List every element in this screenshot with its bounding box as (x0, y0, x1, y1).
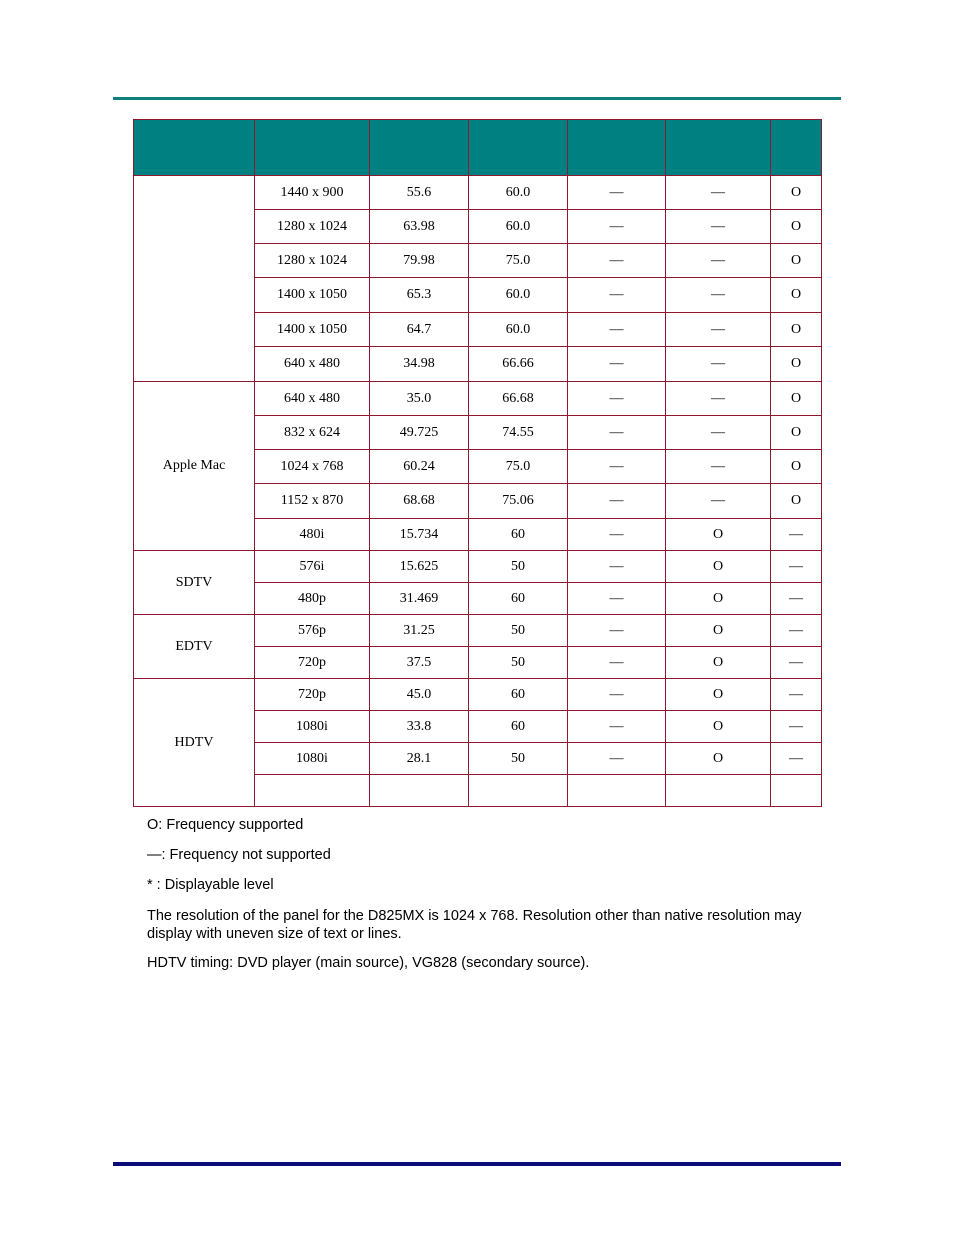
note-resolution: The resolution of the panel for the D825MX is 1024 x 768. Resolution other than native resolution may display with uneven size of text or lines. (147, 908, 802, 942)
table-cell: O (771, 176, 822, 210)
table-cell: 35.0 (370, 382, 469, 416)
table-cell: — (568, 416, 666, 450)
table-cell: 1080i (255, 743, 370, 775)
table-cell: — (771, 551, 822, 583)
table-cell: 45.0 (370, 679, 469, 711)
table-row (134, 551, 822, 583)
table-cell: 480p (255, 583, 370, 615)
table-cell: 640 x 480 (255, 347, 370, 382)
table-cell: 15.734 (370, 519, 469, 551)
note-supported: O: Frequency supported (147, 817, 304, 833)
table-cell: 1400 x 1050 (255, 313, 370, 347)
table-cell: O (771, 484, 822, 519)
table-header-row (134, 120, 822, 176)
table-cell: 60.0 (469, 313, 568, 347)
table-cell: 28.1 (370, 743, 469, 775)
table-cell: 1080i (255, 711, 370, 743)
table-cell: O (771, 382, 822, 416)
table-cell: O (771, 450, 822, 484)
table-cell: O (666, 711, 771, 743)
table-cell: 640 x 480 (255, 382, 370, 416)
table-cell: — (666, 450, 771, 484)
header-cell (255, 120, 370, 176)
table-cell: — (771, 743, 822, 775)
table-cell: 31.25 (370, 615, 469, 647)
footer-rule (113, 1162, 841, 1166)
table-cell: 60 (469, 583, 568, 615)
table-cell: 60.0 (469, 210, 568, 244)
table-cell: — (666, 176, 771, 210)
table-cell: — (568, 244, 666, 278)
table-cell: 720p (255, 647, 370, 679)
table-cell (370, 775, 469, 807)
table-cell: 1152 x 870 (255, 484, 370, 519)
signal-group-cell: HDTV (134, 679, 255, 807)
table-cell: 63.98 (370, 210, 469, 244)
table-cell (666, 775, 771, 807)
table-cell: 576p (255, 615, 370, 647)
header-cell (666, 120, 771, 176)
table-cell (469, 775, 568, 807)
table-cell: 75.06 (469, 484, 568, 519)
header-cell (370, 120, 469, 176)
table-cell: 1280 x 1024 (255, 210, 370, 244)
table-cell (255, 775, 370, 807)
table-cell: 50 (469, 743, 568, 775)
table-cell: 37.5 (370, 647, 469, 679)
table-cell: — (568, 519, 666, 551)
table-cell: O (666, 743, 771, 775)
table-cell: O (771, 244, 822, 278)
table-cell: O (771, 278, 822, 313)
table-cell: — (568, 313, 666, 347)
table-cell: 65.3 (370, 278, 469, 313)
note-not-supported: —: Frequency not supported (147, 847, 331, 863)
table-cell: O (666, 551, 771, 583)
table-cell: — (568, 450, 666, 484)
table-cell: — (771, 711, 822, 743)
header-cell (771, 120, 822, 176)
table-cell: — (568, 210, 666, 244)
table-cell: — (568, 484, 666, 519)
table-cell: — (568, 583, 666, 615)
table-cell: O (666, 519, 771, 551)
table-cell: 60 (469, 711, 568, 743)
table-cell: 60.24 (370, 450, 469, 484)
table-cell: — (666, 416, 771, 450)
table-cell: — (771, 679, 822, 711)
signal-group-cell (134, 176, 255, 382)
table-cell: O (666, 583, 771, 615)
table-cell: 33.8 (370, 711, 469, 743)
table-cell: 60 (469, 519, 568, 551)
table-cell: — (771, 583, 822, 615)
table-row (134, 176, 822, 210)
table-cell: 480i (255, 519, 370, 551)
table-cell (771, 775, 822, 807)
table-cell: — (568, 551, 666, 583)
table-row (134, 382, 822, 416)
table-cell: — (771, 519, 822, 551)
table-cell: 60.0 (469, 176, 568, 210)
table-cell: — (568, 176, 666, 210)
header-cell (469, 120, 568, 176)
table-cell: O (771, 210, 822, 244)
table-cell: O (771, 416, 822, 450)
table-cell: O (771, 347, 822, 382)
table-body (134, 176, 822, 807)
table-cell: — (568, 679, 666, 711)
table-cell: — (666, 347, 771, 382)
table-cell: — (666, 244, 771, 278)
table-cell: 1440 x 900 (255, 176, 370, 210)
table-cell: — (666, 313, 771, 347)
table-cell: 50 (469, 647, 568, 679)
table-cell: O (666, 647, 771, 679)
table-cell: 60.0 (469, 278, 568, 313)
note-hdtv-timing: HDTV timing: DVD player (main source), VG828 (secondary source). (147, 955, 590, 971)
table-cell: — (666, 210, 771, 244)
table-cell: 75.0 (469, 450, 568, 484)
table-cell: 720p (255, 679, 370, 711)
table-cell: 15.625 (370, 551, 469, 583)
table-cell: 79.98 (370, 244, 469, 278)
table-cell: — (666, 382, 771, 416)
table-cell: — (568, 743, 666, 775)
signal-group-cell: EDTV (134, 615, 255, 679)
table-cell: 31.469 (370, 583, 469, 615)
table-cell: 832 x 624 (255, 416, 370, 450)
table-cell: 49.725 (370, 416, 469, 450)
header-cell (134, 120, 255, 176)
header-cell (568, 120, 666, 176)
table-cell: 64.7 (370, 313, 469, 347)
table-cell: — (568, 647, 666, 679)
table-cell: 55.6 (370, 176, 469, 210)
table-cell: 75.0 (469, 244, 568, 278)
table-cell: O (666, 679, 771, 711)
table-cell (568, 775, 666, 807)
header-rule (113, 97, 841, 100)
table-cell: 68.68 (370, 484, 469, 519)
signal-group-cell: Apple Mac (134, 382, 255, 551)
table-cell: — (666, 278, 771, 313)
table-cell: 34.98 (370, 347, 469, 382)
table-cell: 1400 x 1050 (255, 278, 370, 313)
table-cell: O (771, 313, 822, 347)
note-displayable: * : Displayable level (147, 877, 274, 893)
table-cell: 50 (469, 551, 568, 583)
table-cell: 74.55 (469, 416, 568, 450)
table-cell: — (568, 278, 666, 313)
table-cell: 1280 x 1024 (255, 244, 370, 278)
table-cell: — (771, 615, 822, 647)
table-cell: — (568, 711, 666, 743)
signal-group-cell: SDTV (134, 551, 255, 615)
table-cell: 66.66 (469, 347, 568, 382)
timing-table (133, 119, 822, 807)
table-cell: — (568, 382, 666, 416)
table-cell: 60 (469, 679, 568, 711)
table-cell: 576i (255, 551, 370, 583)
table-cell: 50 (469, 615, 568, 647)
table-cell: 66.68 (469, 382, 568, 416)
table-cell: — (666, 484, 771, 519)
table-cell: — (771, 647, 822, 679)
table-cell: O (666, 615, 771, 647)
table-cell: — (568, 615, 666, 647)
table-row (134, 615, 822, 647)
table-cell: 1024 x 768 (255, 450, 370, 484)
table-row (134, 679, 822, 711)
table-cell: — (568, 347, 666, 382)
